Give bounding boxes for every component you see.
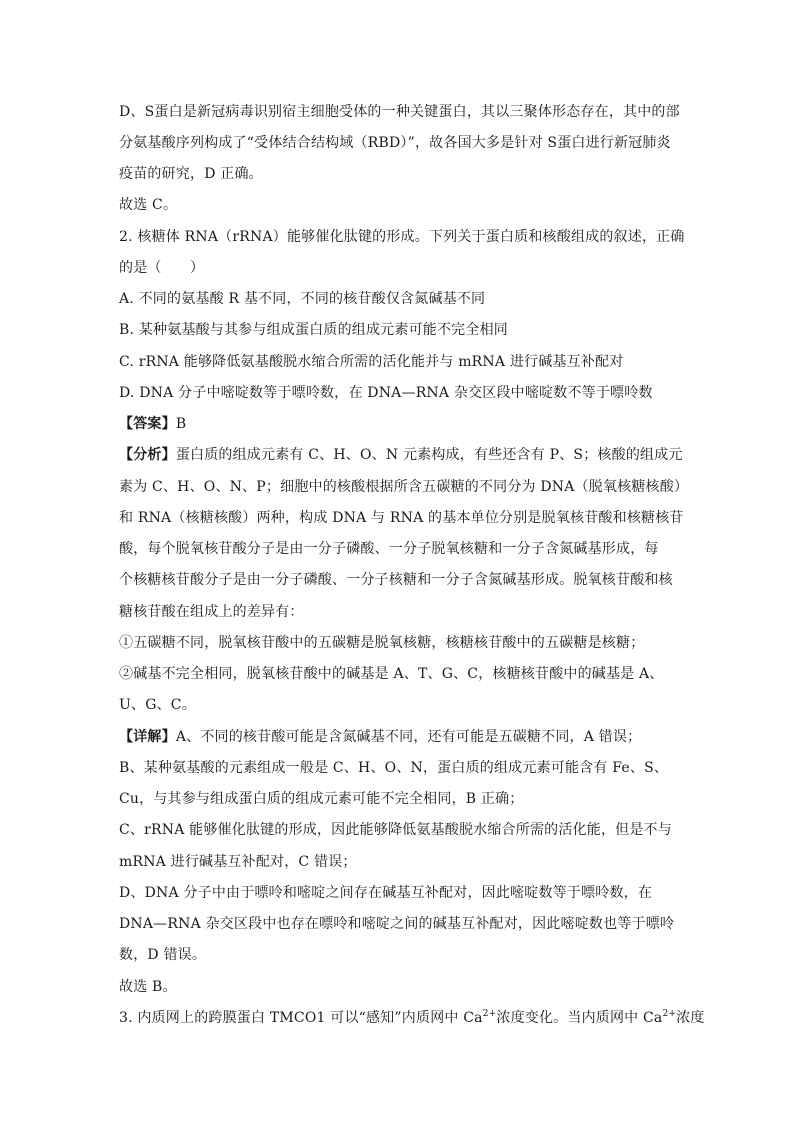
option-b: B. 某种氨基酸与其参与组成蛋白质的组成元素可能不完全相同 xyxy=(119,322,508,338)
detail-line: DNA—RNA 杂交区段中也存在嘌呤和嘧啶之间的碱基互补配对，因此嘧啶数也等于嘌呤 xyxy=(119,916,675,932)
question-3-text: 浓度变化。当内质网中 Ca xyxy=(496,1010,663,1026)
analysis-line: 糖核苷酸在组成上的差异有： xyxy=(119,604,304,620)
question-3-text: 浓度 xyxy=(676,1010,705,1026)
option-c: C. rRNA 能够降低氨基酸脱水缩合所需的活化能并与 mRNA 进行碱基互补配对 xyxy=(119,354,624,370)
option-a: A. 不同的氨基酸 R 基不同，不同的核苷酸仅含氮碱基不同 xyxy=(119,291,486,307)
superscript: 2+ xyxy=(662,1009,677,1019)
answer-tag: 【答案】 xyxy=(119,416,176,432)
detail-line: D、DNA 分子中由于嘌呤和嘧啶之间存在碱基互补配对，因此嘧啶数等于嘌呤数，在 xyxy=(119,885,653,901)
detail-line xyxy=(119,727,641,747)
text-line: 分氨基酸序列构成了“受体结合结构域（RBD）”，故各国大多是针对 S蛋白进行新冠肺炎 xyxy=(119,135,671,151)
detail-text: A、不同的核苷酸可能是含氮碱基不同，还有可能是五碳糖不同，A 错误； xyxy=(175,729,642,745)
option-d: D. DNA 分子中嘧啶数等于嘌呤数，在 DNA—RNA 杂交区段中嘧啶数不等于嘌呤数 xyxy=(119,385,653,401)
answer-line xyxy=(119,414,186,434)
detail-line: Cu，与其参与组成蛋白质的组成元素可能不完全相同，B 正确； xyxy=(119,791,524,807)
analysis-line: ②碱基不完全相同，脱氧核苷酸中的碱基是 A、T、G、C，核糖核苷酸中的碱基是 A、 xyxy=(119,666,664,682)
question-3-text: 3. 内质网上的跨膜蛋白 TMCO1 可以“感知”内质网中 Ca xyxy=(119,1010,483,1026)
question-2-stem: 2. 核糖体 RNA（rRNA）能够催化肽键的形成。下列关于蛋白质和核酸组成的叙述，正确 xyxy=(119,229,685,245)
question-2-stem: 的是（ ） xyxy=(119,260,205,276)
analysis-line: ①五碳糖不同，脱氧核苷酸中的五碳糖是脱氧核糖，核糖核苷酸中的五碳糖是核糖； xyxy=(119,635,645,651)
text-line: D、S蛋白是新冠病毒识别宿主细胞受体的一种关键蛋白，其以三聚体形态存在，其中的部 xyxy=(119,104,680,120)
analysis-line: 个核糖核苷酸分子是由一分子磷酸、一分子核糖和一分子含氮碱基形成。脱氧核苷酸和核 xyxy=(119,572,673,588)
analysis-line: 酸，每个脱氧核苷酸分子是由一分子磷酸、一分子脱氧核糖和一分子含氮碱基形成，每 xyxy=(119,541,659,557)
analysis-line xyxy=(119,445,683,465)
detail-line: B、某种氨基酸的元素组成一般是 C、H、O、N，蛋白质的组成元素可能含有 Fe、S、 xyxy=(119,760,669,776)
analysis-line: 素为 C、H、O、N、P；细胞中的核酸根据所含五碳糖的不同分为 DNA（脱氧核糖核酸） xyxy=(119,479,689,495)
text-line: 疫苗的研究，D 正确。 xyxy=(119,166,263,182)
detail-line: 数，D 错误。 xyxy=(119,947,207,963)
superscript: 2+ xyxy=(482,1009,497,1019)
analysis-line: 和 RNA（核糖核酸）两种，构成 DNA 与 RNA 的基本单位分别是脱氧核苷酸和核糖核苷 xyxy=(119,510,684,526)
analysis-text: 蛋白质的组成元素有 C、H、O、N 元素构成，有些还含有 P、S；核酸的组成元 xyxy=(175,447,683,463)
text-line: 故选 C。 xyxy=(119,197,178,213)
detail-line: 故选 B。 xyxy=(119,979,177,995)
question-3-stem xyxy=(119,1008,705,1028)
detail-line: mRNA 进行碱基互补配对，C 错误； xyxy=(119,854,357,870)
detail-tag: 【详解】 xyxy=(119,729,176,745)
detail-line: C、rRNA 能够催化肽键的形成，因此能够降低氨基酸脱水缩合所需的活化能，但是不与 xyxy=(119,822,672,838)
answer-value: B xyxy=(175,416,187,432)
analysis-line: U、G、C。 xyxy=(119,697,196,713)
analysis-tag: 【分析】 xyxy=(119,447,176,463)
